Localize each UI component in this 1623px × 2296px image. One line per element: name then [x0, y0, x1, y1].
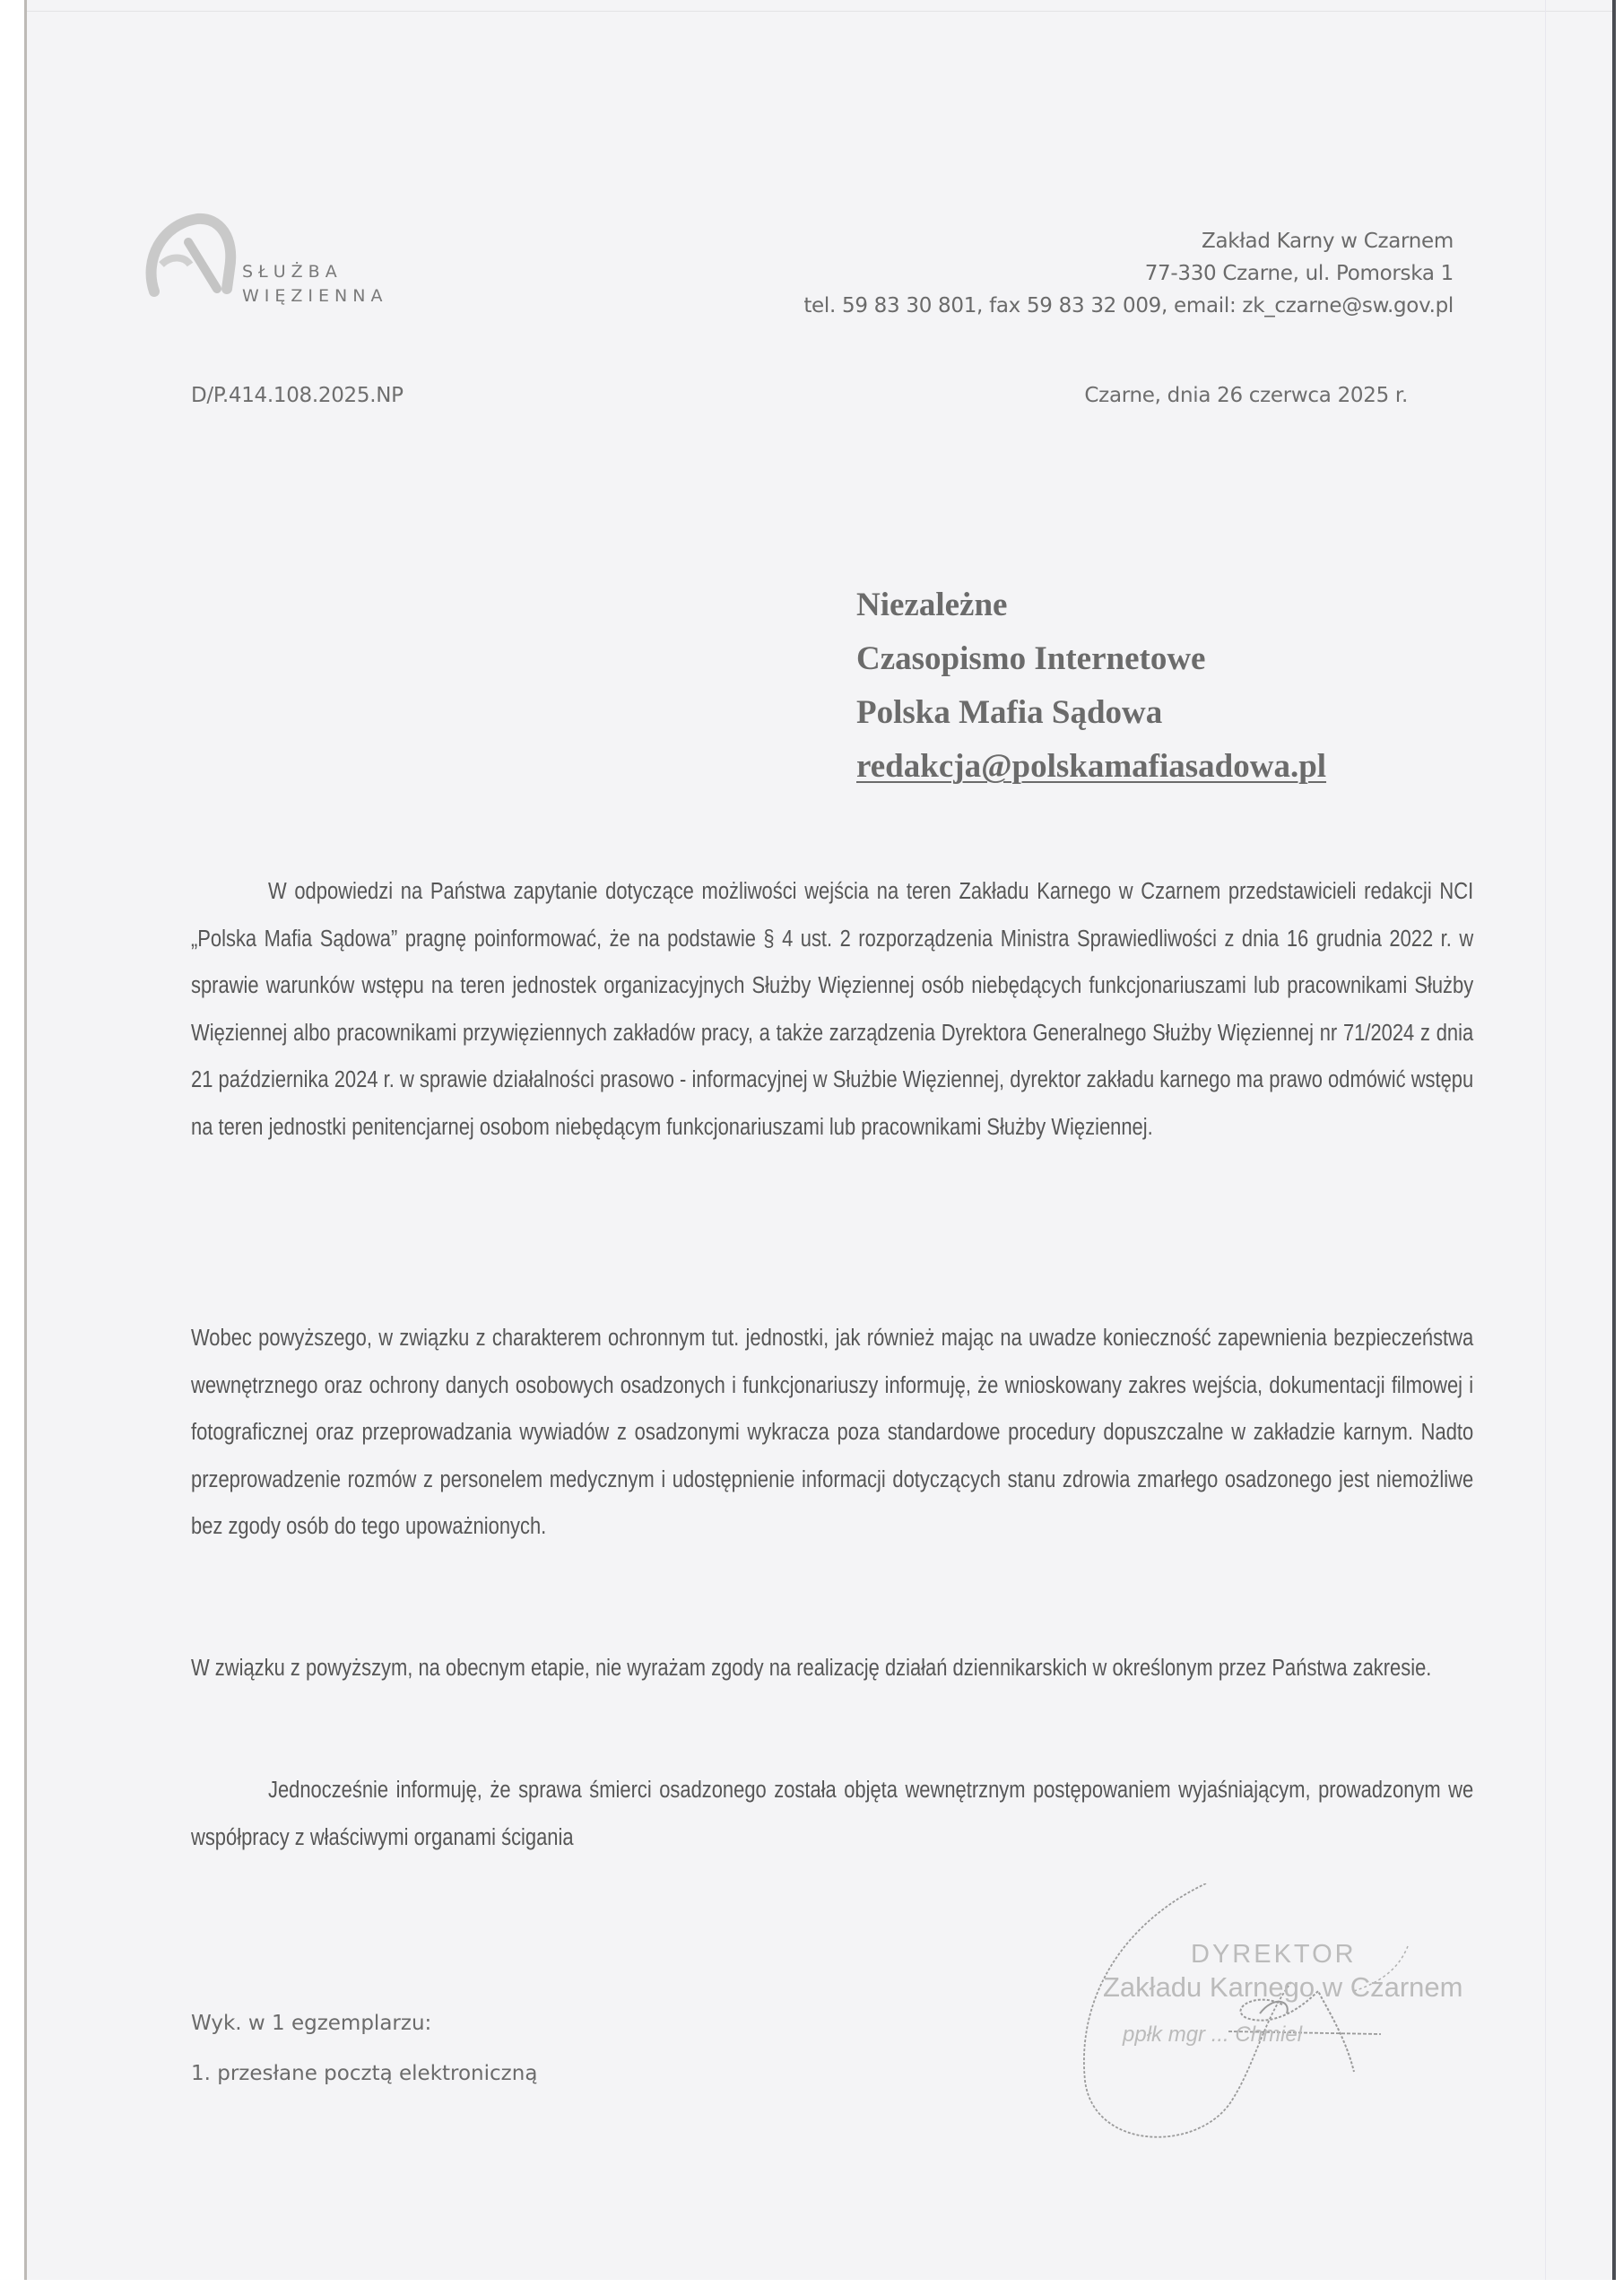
scan-edge-line	[27, 11, 1612, 12]
addressee-line-2: Czasopismo Internetowe	[856, 640, 1206, 677]
sender-address: 77-330 Czarne, ul. Pomorska 1	[1144, 262, 1454, 285]
stamp-title: DYREKTOR	[1191, 1940, 1357, 1969]
body-paragraph-3	[191, 1645, 1473, 1692]
addressee-line-1: Niezależne	[856, 587, 1008, 623]
sluzba-wiezienna-logo-icon	[135, 206, 242, 305]
paragraph-text: W odpowiedzi na Państwa zapytanie dotyczące możliwości wejścia na teren Zakładu Karnego w Czarnem przedstawicieli redakcji NCI „Polska Mafia Sądowa” pragnę poinformować, że na podstawie § 4 ust. 2 rozporządzenia Ministra Sprawiedliwości z dnia 16 grudnia 2022 r. w sprawie warunków wstępu na teren jednostek organizacyjnych Służby Więziennej osób niebędących funkcjonariuszami lub pracownikami Służby Więziennej albo pracownikami przywięziennych zakładów pracy, a także zarządzenia Dyrektora Generalnego Służby Więziennej nr 71/2024 z dnia 21 października 2024 r. w sprawie działalności prasowo - informacyjnej w Służbie Więziennej, dyrektor zakładu karnego ma prawo odmówić wstępu na teren jednostki penitencjarnej osobom niebędącym funkcjonariuszami lub pracownikami Służby Więziennej.	[191, 879, 1474, 1140]
signature-stamp	[1058, 1883, 1463, 2161]
copies-label: Wyk. w 1 egzemplarzu:	[191, 2012, 432, 2035]
sender-contact: tel. 59 83 30 801, fax 59 83 32 009, email: zk_czarne@sw.gov.pl	[803, 294, 1454, 317]
stamp-name: ppłk mgr ... Chmiel	[1123, 2022, 1303, 2047]
addressee-email-link[interactable]: redakcja@polskamafiasadowa.pl	[856, 748, 1327, 785]
paragraph-text: Jednocześnie informuję, że sprawa śmierci osadzonego została objęta wewnętrznym postępowaniem wyjaśniającym, prowadzonym we współpracy z właściwymi organami ścigania	[191, 1778, 1474, 1850]
body-paragraph-1	[191, 868, 1473, 1151]
distribution-list	[191, 1998, 537, 2099]
reference-number: D/P.414.108.2025.NP	[191, 384, 404, 407]
paragraph-text: Wobec powyższego, w związku z charakterem ochronnym tut. jednostki, jak również mając na uwadze konieczność zapewnienia bezpieczeństwa wewnętrznego oraz ochrony danych osobowych osadzonych i funkcjonariuszy informuję, że wnioskowany zakres wejścia, dokumentacji filmowej i fotograficznej oraz przeprowadzania wywiadów z osadzonymi wykracza poza standardowe procedury dopuszczalne w zakładzie karnym. Nadto przeprowadzenie rozmów z personelem medycznym i udostępnienie informacji dotyczących stanu zdrowia zmarłego osadzonego jest niemożliwe bez zgody osób do tego upoważnionych.	[191, 1326, 1474, 1539]
logo-line-1: SŁUŻBA	[242, 262, 343, 282]
body-paragraph-2	[191, 1315, 1473, 1551]
body-paragraph-4	[191, 1767, 1473, 1861]
sender-name: Zakład Karny w Czarnem	[1202, 230, 1454, 253]
addressee-block	[856, 578, 1326, 794]
distribution-item-1: 1. przesłane pocztą elektroniczną	[191, 2062, 538, 2085]
logo-line-2: WIĘZIENNA	[242, 286, 388, 306]
paragraph-text: W związku z powyższym, na obecnym etapie, nie wyrażam zgody na realizację działań dziennikarskich w określonym przez Państwa zakresie.	[191, 1656, 1432, 1681]
date-line: Czarne, dnia 26 czerwca 2025 r.	[1084, 384, 1408, 407]
addressee-line-3: Polska Mafia Sądowa	[856, 694, 1163, 731]
sender-block	[803, 225, 1454, 322]
stamp-unit: Zakładu Karnego w Czarnem	[1103, 1971, 1463, 2003]
logo-wordmark	[242, 260, 387, 309]
document-page	[24, 0, 1616, 2280]
scan-artifact-line	[1545, 0, 1546, 2280]
